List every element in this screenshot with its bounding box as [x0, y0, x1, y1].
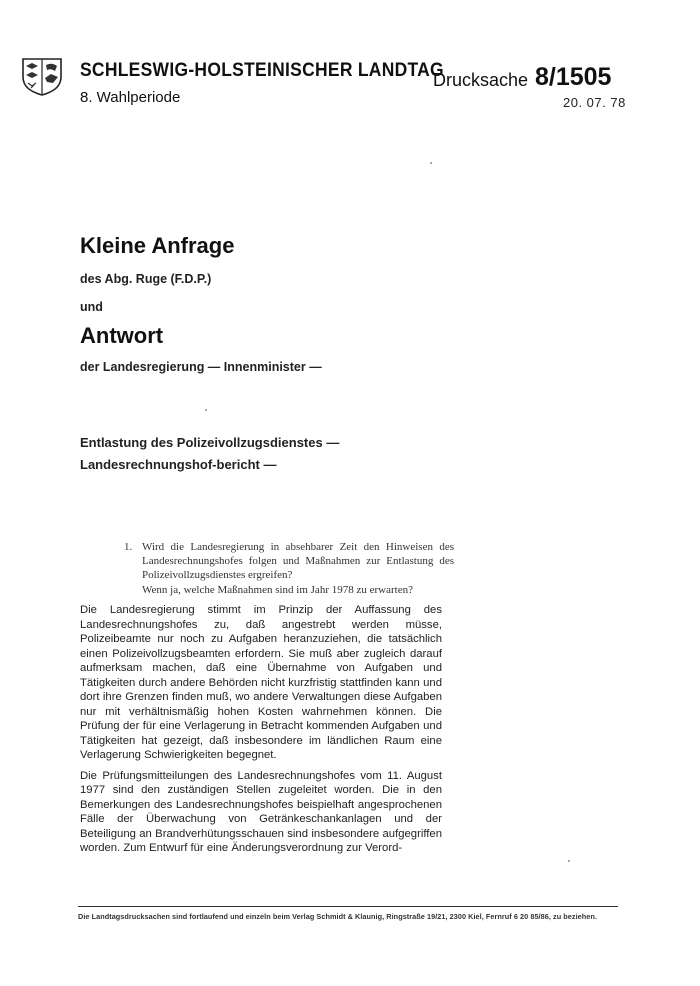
landtag-title: SCHLESWIG-HOLSTEINISCHER LANDTAG [80, 60, 444, 81]
scan-speck [205, 409, 207, 411]
answer-body [80, 603, 442, 862]
document-date: 20. 07. 78 [563, 95, 626, 110]
scan-speck [430, 162, 432, 164]
wahlperiode: 8. Wahlperiode [80, 89, 181, 106]
scan-speck [568, 860, 570, 862]
question-number: 1. [124, 541, 133, 553]
question-block [124, 540, 454, 597]
footer-note: Die Landtagsdrucksachen sind fortlaufend und einzeln beim Verlag Schmidt & Klaunig, Ringstraße 19/21, 2300 Kiel, Fernruf 6 20 85/86, zu beziehen. [78, 912, 597, 921]
answer-paragraph: Die Landesregierung stimmt im Prinzip der Auffassung des Landesrechnungshofes zu, daß angestrebt werden müsse, Polizeibeamte nur noch zu Aufgaben heranzuziehen, die tatsächlich einen Polizeivollzugsbeamten erfordern. Sie muß aber zugleich darauf aufmerksam machen, daß eine Übernahme von Aufgaben und Tätigkeiten durch andere Behörden nicht kurzfristig stattfinden kann und dort ihre Grenzen finden muß, wo andere Verwaltungen diese Aufgaben nur mit verhältnismäßig hohen Kosten wahrnehmen können. Die Prüfung der für eine Verlagerung in Betracht kommenden Aufgaben und Tätigkeiten hat gezeigt, daß insbesondere im ländlichen Raum eine Verlagerung Schwierigkeiten begegnet. [80, 604, 442, 761]
question-text: Wird die Landesregierung in absehbarer Zeit den Hinweisen des Landesrechnungshofes folgen und Maßnahmen zur Entlastung des Polizeivollzugsdienstes ergreifen? [142, 541, 454, 581]
answer-paragraph: Die Prüfungsmitteilungen des Landesrechnungshofes vom 11. August 1977 sind den zuständigen Stellen zugeleitet worden. Die in den Bemerkungen des Landesrechnungshofes beispielhaft angesprochenen Fälle der Überwachung von Getränkeschankanlagen und der Beteiligung an Brandverhütungsschauen sind insbesondere aufgegriffen worden. Zum Entwurf für eine Änderungsverordnung zur Verord- [80, 769, 442, 854]
drucksache-label: Drucksache [433, 70, 529, 90]
drucksache-number: 8/1505 [535, 63, 612, 91]
author-line: des Abg. Ruge (F.D.P.) [80, 272, 212, 286]
heading-antwort: Antwort [80, 323, 164, 348]
coat-of-arms-icon [20, 56, 64, 96]
und-line: und [80, 300, 103, 314]
subject-line: Entlastung des Polizeivollzugsdienstes — Landesrechnungshof-bericht — [80, 435, 340, 472]
respondent-line: der Landesregierung — Innenminister — [80, 360, 322, 374]
heading-kleine-anfrage: Kleine Anfrage [80, 233, 235, 258]
footer-divider [78, 906, 618, 907]
question-followup: Wenn ja, welche Maßnahmen sind im Jahr 1978 zu erwarten? [142, 584, 413, 596]
